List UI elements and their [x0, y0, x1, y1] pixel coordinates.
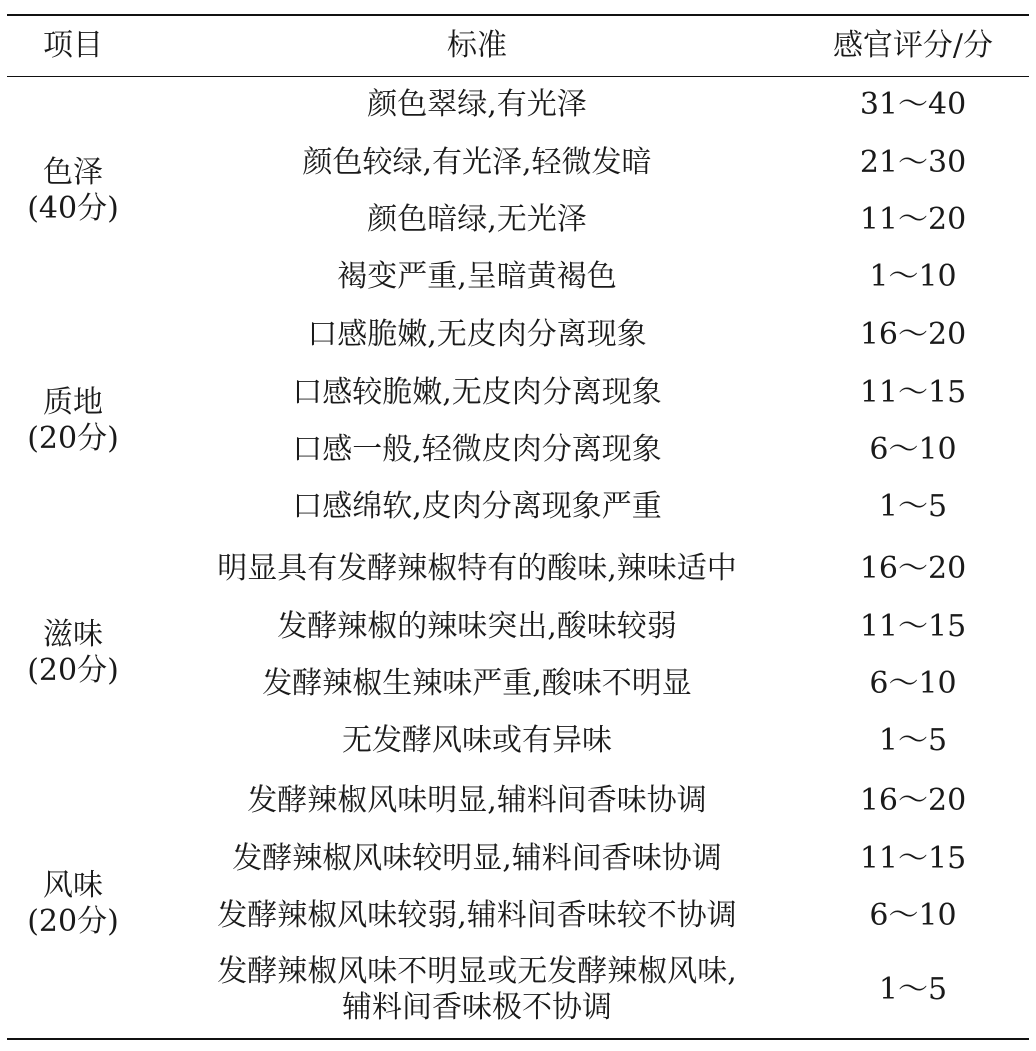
group-taste-label	[7, 536, 139, 770]
table-row-standard: 颜色暗绿,无光泽	[367, 201, 587, 237]
table-row-score: 11～15	[859, 608, 967, 644]
table-row-standard: 口感一般,轻微皮肉分离现象	[292, 431, 662, 467]
table-row-score: 31～40	[859, 87, 967, 122]
table-row-score: 16～20	[859, 783, 967, 818]
group-taste-name: 滋味	[43, 617, 103, 652]
group-texture-name: 质地	[43, 385, 103, 420]
table-row-score: 16～20	[859, 551, 967, 586]
group-color-points: (40分)	[27, 191, 119, 226]
group-color-label	[7, 76, 139, 306]
standard-line-1: 发酵辣椒风味不明显或无发酵辣椒风味,	[217, 954, 737, 989]
table-row-standard: 褐变严重,呈暗黄褐色	[337, 259, 617, 294]
table-row-standard: 发酵辣椒风味明显,辅料间香味协调	[247, 783, 707, 818]
table-row-standard: 发酵辣椒的辣味突出,酸味较弱	[277, 608, 677, 644]
table-row-score: 1～10	[869, 259, 957, 294]
header-standard: 标准	[447, 28, 507, 63]
header-score: 感官评分/分	[832, 28, 994, 63]
group-texture-label	[7, 306, 139, 536]
table-row-score: 1～5	[878, 972, 948, 1007]
table-row-standard: 无发酵风味或有异味	[342, 723, 612, 758]
group-texture-points: (20分)	[27, 421, 119, 456]
table-row-score: 1～5	[878, 489, 948, 524]
table-row-standard: 口感绵软,皮肉分离现象严重	[292, 489, 662, 524]
header-item: 项目	[43, 28, 103, 63]
table-row-standard: 口感脆嫩,无皮肉分离现象	[307, 317, 647, 352]
table-row-score: 6～10	[869, 431, 957, 467]
table-row-score: 11～20	[859, 201, 967, 237]
table-row-standard: 颜色翠绿,有光泽	[367, 87, 587, 122]
table-row-standard: 颜色较绿,有光泽,轻微发暗	[302, 144, 652, 180]
table-row-standard: 发酵辣椒风味较明显,辅料间香味协调	[232, 840, 722, 876]
standard-line-2: 辅料间香味极不协调	[342, 990, 612, 1025]
table-row-score: 11～15	[859, 374, 967, 410]
table-row-score: 1～5	[878, 723, 948, 758]
group-flavor-label	[7, 772, 139, 1036]
group-flavor-points: (20分)	[27, 904, 119, 939]
table-row-standard: 明显具有发酵辣椒特有的酸味,辣味适中	[217, 551, 737, 586]
table-row-standard: 发酵辣椒风味较弱,辅料间香味较不协调	[217, 897, 737, 933]
table-row-score: 11～15	[859, 840, 967, 876]
table-row-standard: 口感较脆嫩,无皮肉分离现象	[292, 374, 662, 410]
group-flavor-name: 风味	[43, 868, 103, 903]
table-row-score: 16～20	[859, 317, 967, 352]
group-taste-points: (20分)	[27, 653, 119, 688]
table-row-standard	[147, 944, 807, 1036]
group-color-name: 色泽	[43, 155, 103, 190]
table-row-score: 6～10	[869, 897, 957, 933]
table-row-score: 6～10	[869, 665, 957, 701]
sensory-evaluation-table	[7, 14, 1029, 1040]
table-row-score: 21～30	[859, 144, 967, 180]
table-row-standard: 发酵辣椒生辣味严重,酸味不明显	[262, 665, 692, 701]
